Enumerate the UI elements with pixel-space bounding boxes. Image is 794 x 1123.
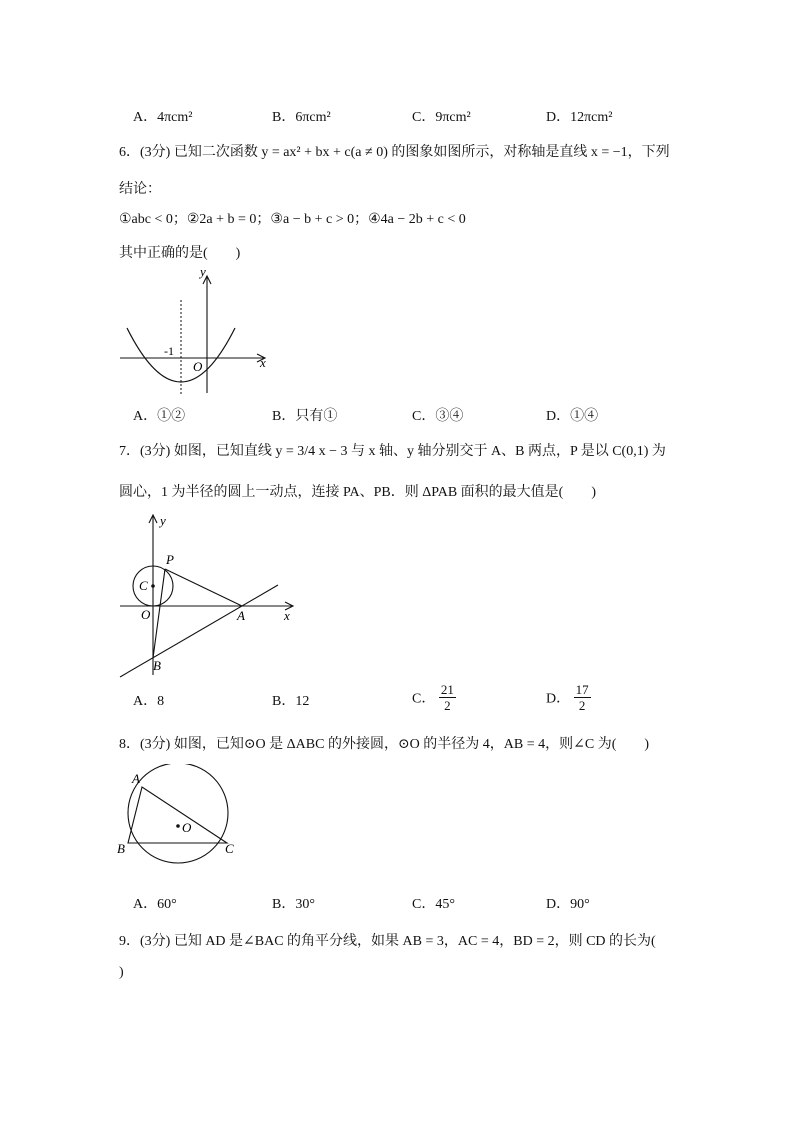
q8-option-d: D．90° [546, 897, 590, 912]
q7-option-a [133, 690, 164, 710]
q6-tick-label: -1 [164, 344, 174, 358]
q7-option-a-value: 8 [157, 694, 165, 709]
q8-option-a: A．60° [133, 897, 177, 912]
q7-option-d-letter: D． [546, 691, 571, 707]
q7-point-c-label: C [139, 578, 148, 593]
q7-option-c-denominator: 2 [444, 698, 451, 713]
q9-stem-line1: 9．(3分) 已知 AD 是∠BAC 的角平分线，如果 AB = 3，AC = 4，BD = 2，则 CD 的长为( [119, 934, 656, 949]
q7-figure [115, 510, 305, 680]
q7-option-c-numerator: 21 [440, 682, 454, 697]
q7-option-d-fraction [574, 682, 591, 713]
q6-option-a: A．①② [133, 409, 186, 424]
q6-option-b: B．只有① [272, 409, 338, 424]
q6-option-c: C．③④ [412, 409, 464, 424]
q7-option-d [546, 682, 591, 713]
q7-option-c-fraction [439, 682, 456, 713]
q7-option-d-denominator: 2 [578, 698, 586, 713]
q6-origin-label: O [193, 359, 203, 374]
q7-point-a-label: A [237, 608, 245, 623]
q8-point-b-label: B [117, 841, 125, 856]
q8-stem-line1: 8．(3分) 如图，已知⊙O 是 ΔABC 的外接圆，⊙O 的半径为 4，AB = 4，则∠C 为( ) [119, 737, 650, 752]
q8-option-c: C．45° [412, 897, 455, 912]
q6-question: 其中正确的是( ) [119, 246, 241, 261]
q6-stem-line2: 结论： [119, 182, 161, 197]
q5-option-d: D．12πcm² [546, 110, 613, 125]
q7-point-p-label: P [166, 552, 174, 567]
q7-option-b [272, 690, 309, 710]
q7-y-label: y [160, 513, 166, 528]
q7-point-b-label: B [153, 658, 161, 673]
q6-stem-line1: 6．(3分) 已知二次函数 y = ax² + bx + c(a ≠ 0) 的图象如图所示，对称轴是直线 x = −1，下列 [119, 145, 670, 160]
q5-option-c: C．9πcm² [412, 110, 471, 125]
q6-y-label: y [200, 268, 206, 279]
q8-point-a-label: A [132, 771, 140, 786]
q6-x-label: x [260, 355, 266, 370]
q6-parabola-figure [115, 268, 275, 398]
q5-option-a: A．4πcm² [133, 110, 193, 125]
q8-circle-figure [112, 764, 242, 864]
q6-conclusions: ①abc < 0；②2a + b = 0；③a − b + c > 0；④4a − 2b + c < 0 [119, 212, 466, 227]
q8-point-c-label: C [225, 841, 234, 856]
q7-stem-line2: 圆心，1 为半径的圆上一动点，连接 PA、PB．则 ΔPAB 面积的最大值是( ) [119, 485, 597, 500]
q7-option-c [412, 682, 456, 713]
q7-origin-label: O [141, 607, 151, 622]
q9-stem-line2: ) [119, 965, 124, 980]
q7-stem-line1: 7．(3分) 如图，已知直线 y = 3/4 x − 3 与 x 轴、y 轴分别交于 A、B 两点，P 是以 C(0,1) 为 [119, 444, 666, 459]
q5-option-b: B．6πcm² [272, 110, 331, 125]
q7-option-b-letter: B． [272, 694, 296, 709]
q7-x-label: x [284, 608, 290, 623]
q7-option-a-letter: A． [133, 694, 158, 709]
q7-option-c-letter: C． [412, 691, 436, 707]
q7-option-d-numerator: 17 [575, 682, 589, 697]
q8-center-o-label: O [182, 820, 192, 835]
q8-option-b: B．30° [272, 897, 315, 912]
q7-option-b-value: 12 [295, 694, 310, 709]
q6-option-d: D．①④ [546, 409, 599, 424]
